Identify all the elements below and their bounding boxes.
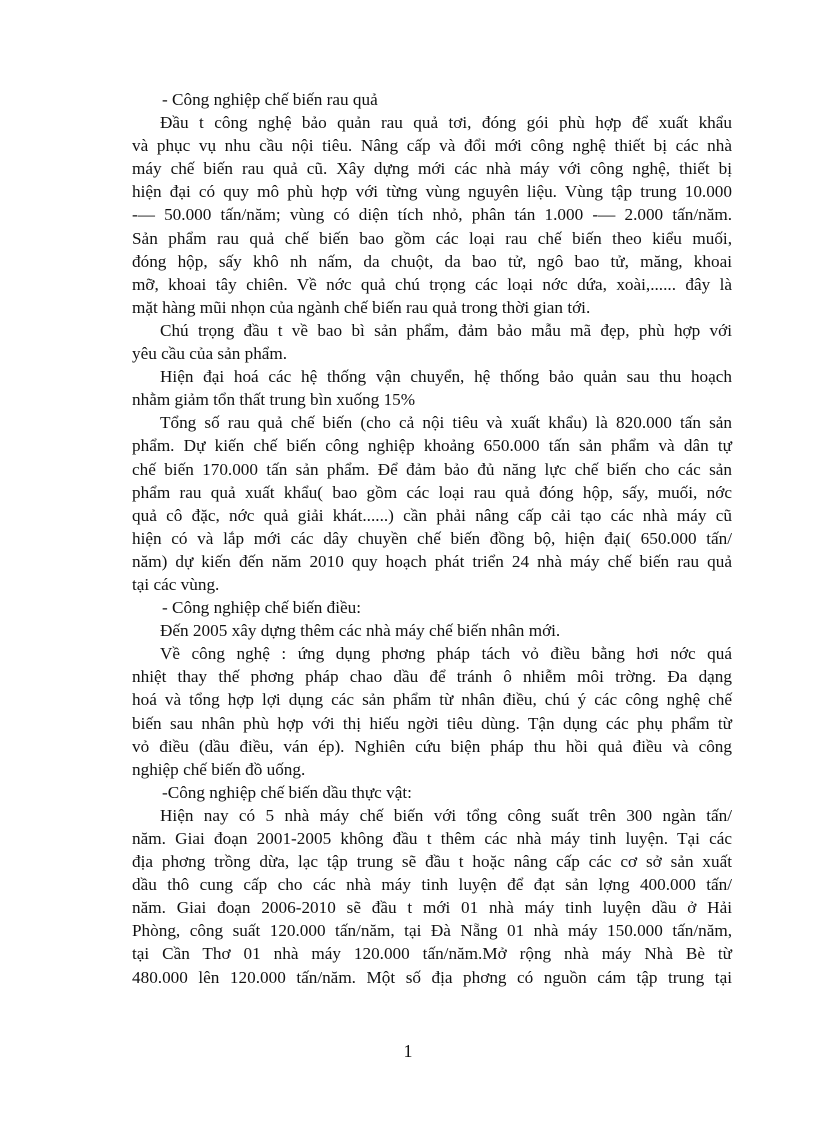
paragraph-line: năm) dự kiến đến năm 2010 quy hoạch phát triển 24 nhà máy chế biến rau quả xyxy=(132,551,732,571)
paragraph-line: Chú trọng đầu t về bao bì sản phẩm, đảm bảo mẫu mã đẹp, phù hợp với xyxy=(160,320,732,340)
paragraph-line: máy chế biến rau quả cũ. Xây dựng mới các nhà máy với công nghệ, thiết bị xyxy=(132,159,732,179)
paragraph-line: nghiệp chế biến đồ uống. xyxy=(132,759,306,779)
paragraph-line: Phòng, công suất 120.000 tấn/năm, tại Đà Nẵng 01 nhà máy 150.000 tấn/năm, xyxy=(132,921,732,941)
document-body xyxy=(132,88,732,989)
paragraph-line: tại Cần Thơ 01 nhà máy 120.000 tấn/năm.Mở rộng nhà máy Nhà Bè từ xyxy=(132,944,732,964)
paragraph-line: hiện đại có quy mô phù hợp với từng vùng nguyên liệu. Vùng tập trung 10.000 xyxy=(132,182,732,202)
paragraph-line: địa phơng trồng dừa, lạc tập trung sẽ đầu t hoặc nâng cấp các cơ sở sản xuất xyxy=(132,852,732,872)
paragraph-line: nhằm giảm tổn thất trung bìn xuống 15% xyxy=(132,390,416,410)
section-heading-fruit-vegetable: - Công nghiệp chế biến rau quả xyxy=(162,90,378,109)
paragraph-line: hiện có và lắp mới các dây chuyền chế biến đồng bộ, hiện đại( 650.000 tấn/ xyxy=(132,528,732,548)
paragraph-line: Về công nghệ : ứng dụng phơng pháp tách vỏ điều bằng hơi nớc quá xyxy=(160,644,732,664)
paragraph-line: hoá và tổng hợp lợi dụng các sản phẩm từ nhân điều, chú ý các công nghệ chế xyxy=(132,690,732,710)
paragraph-line: dầu thô cung cấp cho các nhà máy tinh luyện để đạt sản lợng 400.000 tấn/ xyxy=(132,875,732,895)
paragraph-line: Đến 2005 xây dựng thêm các nhà máy chế biến nhân mới. xyxy=(160,621,561,641)
paragraph-line: -— 50.000 tấn/năm; vùng có diện tích nhỏ, phân tán 1.000 -— 2.000 tấn/năm. xyxy=(132,205,732,225)
paragraph-line: đóng hộp, sấy khô nh nấm, da chuột, da bao tử, ngô bao tử, măng, khoai xyxy=(132,251,732,271)
paragraph-line: Đầu t công nghệ bảo quản rau quả tơi, đóng gói phù hợp để xuất khẩu xyxy=(160,113,732,133)
paragraph-line: tại các vùng. xyxy=(132,574,220,594)
section-heading-vegetable-oil: -Công nghiệp chế biến dầu thực vật: xyxy=(162,782,412,802)
paragraph-line: mặt hàng mũi nhọn của ngành chế biến rau quả trong thời gian tới. xyxy=(132,297,591,317)
paragraph-line: quả cô đặc, nớc quả giải khát......) cần phải nâng cấp cải tạo các nhà máy cũ xyxy=(132,505,732,525)
paragraph-line: và phục vụ nhu cầu nội tiêu. Nâng cấp và đổi mới công nghệ thiết bị các nhà xyxy=(132,136,732,156)
paragraph-line: vỏ điều (dầu điều, ván ép). Nghiên cứu biện pháp thu hồi quả điều và công xyxy=(132,736,732,756)
paragraph-line: Hiện đại hoá các hệ thống vận chuyển, hệ thống bảo quản sau thu hoạch xyxy=(160,367,732,387)
paragraph-line: biến sau nhân phù hợp với thị hiếu ngời tiêu dùng. Tận dụng các phụ phẩm từ xyxy=(132,713,732,733)
section-heading-cashew: - Công nghiệp chế biến điều: xyxy=(162,598,362,618)
paragraph-line: chế biến 170.000 tấn sản phẩm. Để đảm bảo đủ năng lực chế biến cho các sản xyxy=(132,459,732,479)
page-number: 1 xyxy=(403,1041,413,1061)
paragraph-line: mỡ, khoai tây chiên. Về nớc quả chú trọng các loại nớc dứa, xoài,...... đây là xyxy=(132,274,732,294)
paragraph-line: Hiện nay có 5 nhà máy chế biến với tổng công suất trên 300 ngàn tấn/ xyxy=(160,805,732,825)
paragraph-line: yêu cầu của sản phẩm. xyxy=(132,344,288,364)
paragraph-line: năm. Giai đoạn 2001-2005 không đầu t thêm các nhà máy tinh luyện. Tại các xyxy=(132,829,732,848)
paragraph-line: Tổng số rau quả chế biến (cho cả nội tiêu và xuất khẩu) là 820.000 tấn sản xyxy=(160,413,732,433)
paragraph-line: năm. Giai đoạn 2006-2010 sẽ đầu t mới 01 nhà máy tinh luyện dầu ở Hải xyxy=(132,898,732,918)
paragraph-line: 480.000 lên 120.000 tấn/năm. Một số địa phơng có nguồn cám tập trung tại xyxy=(132,967,732,987)
paragraph-line: nhiệt thay thế phơng pháp chao dầu để tránh ô nhiễm môi trờng. Đa dạng xyxy=(132,667,732,687)
paragraph-line: phẩm. Dự kiến chế biến công nghiệp khoảng 650.000 tấn sản phẩm và dân tự xyxy=(132,436,732,456)
paragraph-line: Sản phẩm rau quả chế biến bao gồm các loại rau chế biến theo kiểu muối, xyxy=(132,228,732,248)
paragraph-line: phẩm rau quả xuất khẩu( bao gồm các loại rau quả đóng hộp, sấy, muối, nớc xyxy=(132,482,732,502)
